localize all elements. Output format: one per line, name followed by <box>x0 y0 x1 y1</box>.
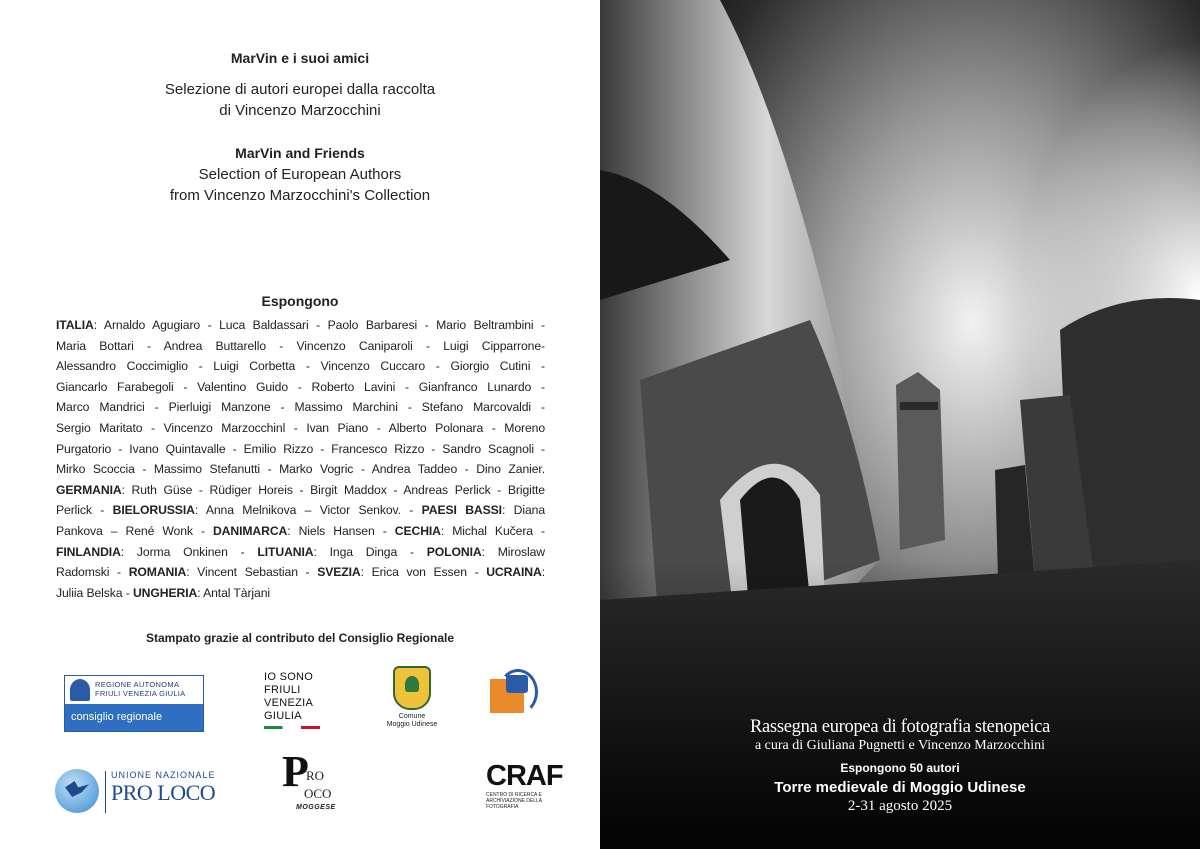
unpli-proloco-logo <box>55 767 225 819</box>
author-names: : Ruth Güse - Rüdiger Horeis - Birgit Maddox - Andreas Perlick - Brigitte <box>121 482 545 497</box>
subtitle-english-line-1: Selection of European Authors <box>198 166 402 183</box>
country-name: FINLANDIA <box>56 544 121 559</box>
caption-title: Rassegna europea di fotografia stenopeica <box>749 717 1050 737</box>
author-names: Marco Mandrici - Pierluigi Manzone - Massimo Marchini - Stefano Marcovaldi - <box>56 400 545 415</box>
author-names: Alessandro Coccimiglio - Luigi Corbetta - Vincenzo Cuccaro - Giorgio Cutini - <box>56 359 545 374</box>
author-names: : Arnaldo Agugiaro - Luca Baldassari - Paolo Barbaresi - Mario Beltrambini - <box>93 318 545 332</box>
caption-dates: 2-31 agosto 2025 <box>847 798 953 814</box>
author-names: Purgatorio - Ivano Quintavalle - Emilio Rizzo - Francesco Rizzo - Sandro Scagnoli - <box>56 441 545 456</box>
author-names: : Vincent Sebastian - <box>186 565 318 580</box>
printed-thanks: Stampato grazie al contributo del Consiglio Regionale <box>145 631 455 645</box>
subtitle-italian-line-2: di Vincenzo Marzocchini <box>219 102 381 119</box>
comune-line-1: Comune <box>398 713 426 720</box>
country-name: POLONIA <box>426 544 482 559</box>
io-sono-line-4: GIULIA <box>264 710 302 722</box>
authors-list <box>56 315 545 603</box>
authors-line <box>56 336 545 357</box>
comune-moggio-logo <box>384 666 440 729</box>
author-names: Radomski - <box>56 565 129 580</box>
title-italian: MarVin e i suoi amici <box>230 50 370 66</box>
authors-line <box>56 562 545 583</box>
country-name: BIELORUSSIA <box>112 503 195 518</box>
io-sono-line-3: VENEZIA <box>264 697 314 709</box>
authors-line <box>56 480 545 501</box>
coat-of-arms-icon <box>393 666 431 710</box>
country-name: UCRAINA <box>486 565 542 580</box>
photo-caption <box>600 716 1200 816</box>
country-name: LITUANIA <box>257 544 314 559</box>
country-name: GERMANIA <box>56 482 122 497</box>
comune-line-2: Moggio Udinese <box>386 721 438 728</box>
country-name: SVEZIA <box>317 565 361 580</box>
author-names: : Antal Tàrjani <box>197 585 270 600</box>
authors-line <box>56 583 545 604</box>
unione-nazionale-text: UNIONE NAZIONALE <box>111 770 216 780</box>
subtitle-english <box>0 164 600 206</box>
subtitle-english-line-2: from Vincenzo Marzocchini's Collection <box>169 187 431 204</box>
craf-logo <box>486 760 563 810</box>
author-names: Perlick - <box>56 503 113 518</box>
author-names: Pankova – René Wonk - <box>56 523 213 538</box>
craf-subtitle: CENTRO DI RICERCA E ARCHIVIAZIONE DELLA FOTOGRAFIA <box>486 792 542 810</box>
consorzio-proloco-logo <box>486 669 542 731</box>
author-names: : Diana <box>501 503 545 518</box>
regione-fvg-logo <box>64 675 204 732</box>
exhibitors-heading: Espongono <box>261 293 339 309</box>
caption-venue: Torre medievale di Moggio Udinese <box>774 779 1026 796</box>
subtitle-italian-line-1: Selezione di autori europei dalla raccolta <box>164 81 436 98</box>
proloco-ro-text: RO <box>306 768 325 783</box>
proloco-oco-text: OCO <box>304 786 332 801</box>
country-name: ITALIA <box>56 318 94 332</box>
proloco-moggese-logo: P RO OCO MOGGESE <box>282 747 336 811</box>
author-names: : <box>541 565 545 580</box>
country-name: ROMANIA <box>128 565 187 580</box>
author-names: Maria Bottari - Andrea Buttarello - Vincenzo Caniparoli - Luigi Cipparrone- <box>56 338 545 353</box>
authors-line <box>56 315 545 336</box>
authors-line <box>56 418 545 439</box>
craf-text: CRAF <box>486 760 563 792</box>
author-names: : Jorma Onkinen - <box>120 544 258 559</box>
author-names: : Miroslaw <box>481 544 545 559</box>
author-names: Juliia Belska - <box>56 585 133 600</box>
io-sono-line-2: FRIULI <box>264 684 301 696</box>
io-sono-line-1: IO SONO <box>264 671 314 683</box>
author-names: : Inga Dinga - <box>313 544 427 559</box>
authors-line <box>56 397 545 418</box>
caption-exhibitors-count: Espongono 50 autori <box>840 761 960 775</box>
regione-line-2: FRIULI VENEZIA GIULIA <box>95 689 186 698</box>
io-sono-fvg-logo <box>264 671 334 729</box>
authors-line <box>56 439 545 460</box>
author-names: : Erica von Essen - <box>360 565 487 580</box>
authors-line <box>56 521 545 542</box>
moggese-text: MOGGESE <box>296 804 336 811</box>
subtitle-italian <box>0 79 600 121</box>
title-english: MarVin and Friends <box>235 145 365 161</box>
author-names: Mirko Scoccia - Massimo Stefanutti - Marko Vogric - Andrea Taddeo - Dino Zanier. <box>56 462 545 477</box>
proloco-text: PRO LOCO <box>111 780 216 805</box>
author-names: : Michal Kučera - <box>440 523 545 538</box>
authors-line <box>56 500 545 521</box>
author-names: : Anna Melnikova – Victor Senkov. - <box>194 503 422 518</box>
authors-line <box>56 459 545 480</box>
authors-line <box>56 377 545 398</box>
right-panel <box>600 0 1200 849</box>
consiglio-regionale-band: consiglio regionale <box>65 704 203 731</box>
authors-line <box>56 356 545 377</box>
regione-line-1: REGIONE AUTONOMA <box>95 680 180 689</box>
country-name: UNGHERIA <box>132 585 198 600</box>
authors-line <box>56 542 545 563</box>
author-names: : Niels Hansen - <box>287 523 395 538</box>
caption-curators: a cura di Giuliana Pugnetti e Vincenzo Marzocchini <box>754 738 1046 753</box>
author-names: Sergio Maritato - Vincenzo Marzocchinl - Ivan Piano - Alberto Polonara - Moreno <box>56 420 545 435</box>
country-name: PAESI BASSI <box>421 503 502 518</box>
tricolore-flag-icon <box>264 726 320 729</box>
author-names: Giancarlo Farabegoli - Valentino Guido - Roberto Lavini - Gianfranco Lunardo - <box>56 379 545 394</box>
eagle-icon <box>70 679 90 701</box>
country-name: DANIMARCA <box>212 523 288 538</box>
country-name: CECHIA <box>394 523 441 538</box>
